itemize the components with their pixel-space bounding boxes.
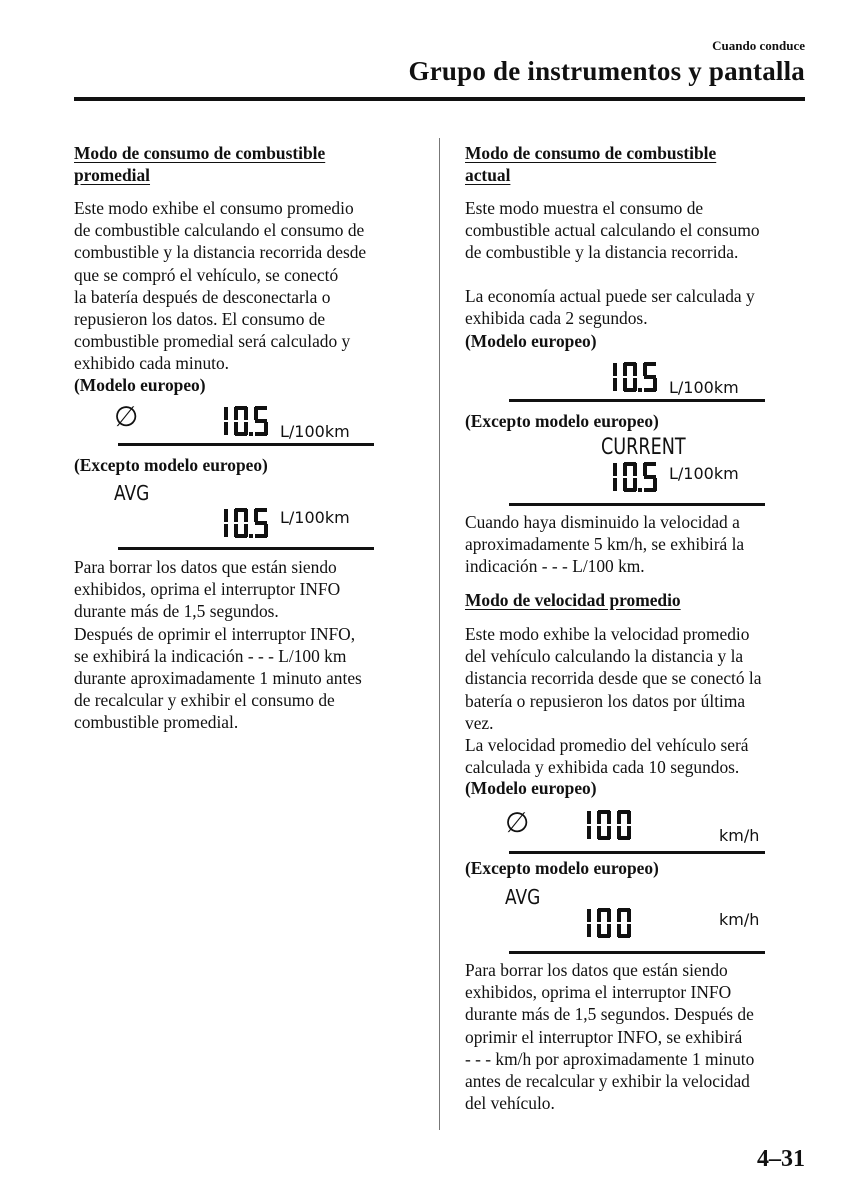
lcd-digit [617,810,631,840]
average-symbol-icon: ∅ [505,806,530,839]
lcd-digit [587,909,591,937]
text-line: Este modo exhibe el consumo promedio [74,198,354,218]
unit-label: L/100km [280,422,350,441]
header-rule [74,97,805,101]
lcd-display-non-eu-current-fuel [465,436,765,506]
text-line: indicación - - - L/100 km. [465,556,645,577]
paragraph-average-fuel-desc [74,197,414,375]
unit-label: L/100km [669,378,739,397]
text-line: del vehículo. [465,1093,555,1114]
paragraph-average-speed-desc [465,623,805,778]
text-line: oprimir el interruptor INFO, se exhibirá [465,1026,743,1047]
text-line: La economía actual puede ser calculada y [465,286,755,306]
paragraph-current-fuel-interval [465,285,805,329]
text-line: combustible y la distancia recorrida desde [74,242,367,263]
text-line: de recalcular y exhibir el consumo de [74,690,335,711]
label-eu-model: (Modelo europeo) [74,375,206,395]
lcd-decimal-point [638,488,642,492]
lcd-digit [613,463,617,491]
label-eu-model: (Modelo europeo) [465,331,597,351]
text-line: aproximadamente 5 km/h, se exhibirá la [465,534,745,555]
page-title: Grupo de instrumentos y pantalla [408,56,805,86]
text-line: distancia recorrida desde que se conectó la [465,668,762,689]
lcd-digit [623,362,637,392]
unit-label: km/h [719,826,760,845]
lcd-digit [597,810,611,840]
text-line: calculada y exhibida cada 10 segundos. [465,757,740,778]
lcd-digit [234,508,248,538]
seg-value [577,908,637,940]
text-line: se exhibirá la indicación - - - L/100 km [74,645,347,666]
seg-value [577,810,637,842]
seg-value [214,508,274,540]
unit-label: km/h [719,910,760,929]
display-rule [509,503,765,506]
current-mode-label: CURRENT [601,435,686,460]
lcd-digit [254,508,268,538]
avg-mode-label: AVG [505,885,541,909]
label-non-eu-model: (Excepto modelo europeo) [465,411,659,431]
text-line: combustible actual calculando el consumo [465,220,760,241]
seg-value [603,462,663,494]
text-line: durante más de 1,5 segundos. Después de [465,1004,754,1025]
lcd-display-eu-current-fuel [465,358,765,402]
unit-label: L/100km [669,464,739,483]
lcd-digit [224,407,228,435]
header-section: Cuando conduce [712,38,805,53]
display-rule [118,547,374,550]
label-non-eu-model-speed: (Excepto modelo europeo) [465,858,659,878]
label-non-eu-model: (Excepto modelo europeo) [74,455,268,475]
lcd-digit [617,908,631,938]
section-heading-average-speed: Modo de velocidad promedio [465,590,681,610]
paragraph-current-fuel-desc [465,197,805,264]
text-line: Cuando haya disminuido la velocidad a [465,512,740,532]
text-line: Este modo muestra el consumo de [465,198,704,218]
lcd-digit [643,462,657,492]
heading-line-1: Modo de consumo de combustible [74,143,326,163]
heading-line-1: Modo de consumo de combustible [465,143,717,163]
text-line: exhibida cada 2 segundos. [465,308,648,329]
lcd-digit [254,406,268,436]
lcd-digit [234,406,248,436]
text-line: batería o repusieron los datos por última [465,690,746,711]
text-line: Después de oprimir el interruptor INFO, [74,623,356,644]
section-heading-current-fuel [465,142,805,186]
average-symbol-icon: ∅ [114,400,139,433]
paragraph-current-fuel-low-speed [465,511,805,578]
text-line: de combustible calculando el consumo de [74,220,365,241]
seg-value [214,406,274,438]
seg-value [603,362,663,394]
text-line: combustible promedial. [74,712,239,733]
text-line: del vehículo calculando la distancia y la [465,646,744,667]
display-rule [509,851,765,854]
text-line: La velocidad promedio del vehículo será [465,735,749,756]
text-line: - - - km/h por aproximadamente 1 minuto [465,1048,755,1069]
lcd-display-eu-average-speed [465,806,765,854]
lcd-digit [643,362,657,392]
section-heading-average-fuel [74,142,414,186]
text-line: combustible promedial será calculado y [74,331,351,352]
text-line: repusieron los datos. El consumo de [74,309,326,330]
text-line: durante más de 1,5 segundos. [74,601,279,622]
text-line: Para borrar los datos que están siendo [74,557,337,577]
label-eu-model-speed: (Modelo europeo) [465,778,597,798]
text-line: que se compró el vehículo, se conectó [74,264,339,285]
lcd-digit [587,811,591,839]
text-line: antes de recalcular y exhibir la velocidad [465,1071,750,1092]
lcd-display-non-eu-average-fuel [74,480,374,550]
page-number: 4–31 [757,1146,805,1172]
text-line: durante aproximadamente 1 minuto antes [74,668,362,689]
lcd-display-non-eu-average-speed [465,884,765,954]
text-line: Este modo exhibe la velocidad promedio [465,624,750,644]
lcd-digit [597,908,611,938]
paragraph-reset-average-fuel [74,556,414,734]
text-line: exhibido cada minuto. [74,353,230,374]
display-rule [509,951,765,954]
text-line: exhibidos, oprima el interruptor INFO [465,982,732,1003]
lcd-digit [224,509,228,537]
heading-line-2: actual [465,165,511,186]
text-line: exhibidos, oprima el interruptor INFO [74,579,341,600]
display-rule [509,399,765,402]
heading-line-2: promedial [74,165,151,186]
paragraph-reset-average-speed [465,959,805,1114]
text-line: Para borrar los datos que están siendo [465,960,728,980]
text-line: vez. [465,712,494,733]
text-line: la batería después de desconectarla o [74,286,331,307]
avg-mode-label: AVG [114,481,150,505]
lcd-decimal-point [249,432,253,436]
column-divider [439,138,440,1130]
unit-label: L/100km [280,508,350,527]
lcd-digit [623,462,637,492]
lcd-decimal-point [249,534,253,538]
lcd-display-eu-average-fuel [74,402,374,446]
display-rule [118,443,374,446]
lcd-decimal-point [638,388,642,392]
lcd-digit [613,363,617,391]
text-line: de combustible y la distancia recorrida. [465,242,739,263]
